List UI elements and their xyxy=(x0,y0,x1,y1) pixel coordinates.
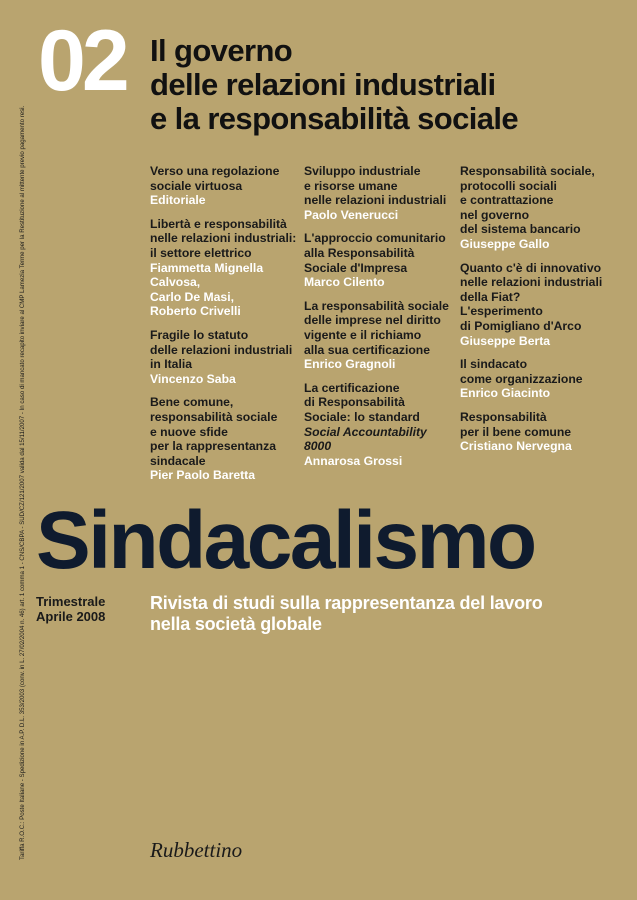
article-title: Verso una regolazione sociale virtuosa xyxy=(150,164,280,193)
article-author: Annarosa Grossi xyxy=(304,453,403,468)
issue-number: 02 xyxy=(38,13,126,109)
article-title: Responsabilità sociale, protocolli sociali e contrattazione nel governo del sistema bancario xyxy=(460,164,595,237)
article-title-italic: Social Accountability 8000 xyxy=(304,424,427,454)
article-author: Giuseppe Gallo xyxy=(460,236,550,251)
article-title: Fragile lo statuto delle relazioni industriali in Italia xyxy=(150,327,293,372)
issue-title-line: Il governo xyxy=(150,33,293,68)
article-author: Enrico Giacinto xyxy=(460,386,551,401)
article-title: Bene comune, responsabilità sociale e nuove sfide per la rappresentanza sindacale xyxy=(150,395,278,468)
article-author: Cristiano Nervegna xyxy=(460,439,572,454)
issue-frequency xyxy=(36,594,105,624)
toc-column-2 xyxy=(304,164,464,477)
magazine-masthead: Sindacalismo xyxy=(36,495,535,586)
toc-article xyxy=(304,299,464,372)
article-author: Editoriale xyxy=(150,193,206,208)
toc-article xyxy=(150,164,310,208)
article-title: Responsabilità per il bene comune xyxy=(460,409,572,439)
postal-notice: Tariffa R.O.C.: Poste Italiane - Spedizione in A.P. D.L. 353/2003 (conv. in L. 27/02/2004 n. 46) art. 1 comma 1 - CNS/CBPA - SUD/CZ/121/2007 valida dal 15/11/2007 - In caso di mancato recapito inviare al CMP Lamezia Terme per la Restituzione al mittente previo pagamento resi. xyxy=(19,105,26,860)
article-author: Enrico Gragnoli xyxy=(304,357,396,372)
toc-column-1 xyxy=(150,164,310,492)
article-title: Quanto c'è di innovativo nelle relazioni industriali della Fiat? L'esperimento di Pomigliano d'Arco xyxy=(460,260,603,333)
toc-article xyxy=(460,410,628,454)
publisher-logo: Rubbettino xyxy=(150,838,243,862)
article-title: Il sindacato come organizzazione xyxy=(460,357,583,386)
article-author: Fiammetta Mignella Calvosa, Carlo De Masi, Roberto Crivelli xyxy=(150,260,264,319)
article-author: Giuseppe Berta xyxy=(460,333,551,348)
toc-article xyxy=(460,164,628,252)
toc-article xyxy=(150,217,310,319)
toc-article xyxy=(150,328,310,386)
toc-article xyxy=(304,231,464,289)
toc-article xyxy=(460,261,628,349)
article-title-text: La certificazione di Responsabilità Sociale: lo standard xyxy=(304,380,420,424)
article-title xyxy=(304,381,464,454)
issue-title-line: delle relazioni industriali xyxy=(150,67,496,102)
toc-column-3 xyxy=(460,164,628,463)
toc-article xyxy=(304,381,464,469)
frequency-label: Trimestrale xyxy=(36,594,106,609)
article-author: Pier Paolo Baretta xyxy=(150,468,255,483)
subtitle-line: Rivista di studi sulla rappresentanza del lavoro xyxy=(150,593,543,613)
article-author: Paolo Venerucci xyxy=(304,207,399,222)
toc-article xyxy=(150,395,310,483)
article-title: La responsabilità sociale delle imprese nel diritto vigente e il richiamo alla sua certificazione xyxy=(304,298,449,357)
article-title: Sviluppo industriale e risorse umane nelle relazioni industriali xyxy=(304,164,447,208)
issue-date: Aprile 2008 xyxy=(36,609,106,624)
article-title: L'approccio comunitario alla Responsabilità Sociale d'Impresa xyxy=(304,231,446,275)
article-author: Marco Cilento xyxy=(304,275,385,290)
subtitle-line: nella società globale xyxy=(150,614,322,634)
issue-title-line: e la responsabilità sociale xyxy=(150,101,519,136)
issue-title xyxy=(150,34,620,136)
article-author: Vincenzo Saba xyxy=(150,371,236,386)
article-title: Libertà e responsabilità nelle relazioni industriali: il settore elettrico xyxy=(150,216,297,260)
magazine-subtitle xyxy=(150,593,620,635)
toc-article xyxy=(304,164,464,222)
toc-article xyxy=(460,357,628,401)
